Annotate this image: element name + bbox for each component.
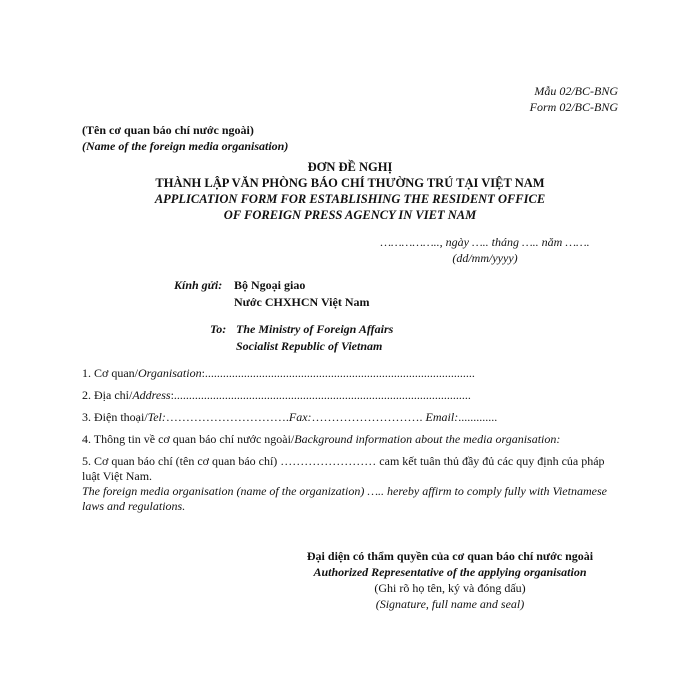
field-email-blank[interactable]: ............. (458, 410, 498, 424)
title-line-1: ĐƠN ĐỀ NGHỊ (307, 160, 393, 174)
field-tel-label: Tel: (147, 410, 166, 424)
signature-note-vn: (Ghi rõ họ tên, ký và đóng dấu) (374, 581, 526, 595)
title-line-4: OF FOREIGN PRESS AGENCY IN VIET NAM (223, 208, 477, 222)
field-tel-blank[interactable]: …………………………. (165, 410, 289, 424)
field-background-label-vn: 4. Thông tin về cơ quan báo chí nước ngoài/ (82, 432, 295, 446)
addressee-en-label: To: (210, 322, 227, 336)
organisation-placeholder-en: (Name of the foreign media organisation) (82, 139, 289, 153)
date-line-2: (dd/mm/yyyy) (452, 251, 518, 265)
date-line-1: …………….., ngày ….. tháng ….. năm ……. (380, 235, 590, 249)
signature-note-en: (Signature, full name and seal) (375, 597, 525, 611)
field-address-label-en: Address (132, 388, 171, 402)
field-email-label: Email: (422, 410, 459, 424)
organisation-placeholder-vn: (Tên cơ quan báo chí nước ngoài) (82, 123, 254, 137)
addressee-vn (174, 277, 370, 311)
date-line (320, 234, 650, 266)
field-organisation (82, 366, 622, 381)
signature-block (200, 548, 700, 612)
organisation-placeholder (82, 122, 288, 154)
field-commitment-vn: 5. Cơ quan báo chí (tên cơ quan báo chí) …………………… cam kết tuân thủ đầy đủ các quy định của pháp luật Việt Nam. (82, 454, 605, 483)
form-code-en: Form 02/BC-BNG (529, 100, 618, 114)
form-code-vn: Mẫu 02/BC-BNG (534, 84, 618, 98)
field-organisation-label-en: Organisation (138, 366, 202, 380)
field-background-label-en: Background information about the media organisation: (294, 432, 561, 446)
field-fax-label: Fax: (288, 410, 312, 424)
title-line-3: APPLICATION FORM FOR ESTABLISHING THE RESIDENT OFFICE (154, 192, 546, 206)
form-code (530, 83, 618, 115)
addressee-en (210, 321, 393, 355)
field-address-blank[interactable]: :................................................................................................... (170, 388, 471, 402)
field-address-label-vn: 2. Địa chỉ/ (82, 388, 133, 402)
field-phone (82, 410, 622, 425)
signature-title-vn: Đại diện có thẩm quyền của cơ quan báo chí nước ngoài (306, 549, 594, 563)
field-background (82, 432, 622, 447)
addressee-en-line-2: Socialist Republic of Vietnam (236, 339, 383, 353)
field-phone-label-vn: 3. Điện thoại/ (82, 410, 148, 424)
document-title (0, 159, 700, 223)
addressee-vn-line-1: Bộ Ngoại giao (234, 278, 306, 292)
field-commitment-en: The foreign media organisation (name of the organization) ….. hereby affirm to comply fully with Vietnamese laws and regulations. (82, 484, 607, 513)
field-commitment (82, 454, 622, 514)
addressee-vn-label: Kính gửi: (174, 278, 223, 292)
title-line-2: THÀNH LẬP VĂN PHÒNG BÁO CHÍ THƯỜNG TRÚ TẠI VIỆT NAM (155, 176, 545, 190)
signature-title-en: Authorized Representative of the applying organisation (313, 565, 587, 579)
field-organisation-label-vn: 1. Cơ quan/ (82, 366, 139, 380)
addressee-en-line-1: The Ministry of Foreign Affairs (236, 322, 394, 336)
field-organisation-blank[interactable]: :.......................................................................................... (201, 366, 475, 380)
addressee-vn-line-2: Nước CHXHCN Việt Nam (234, 295, 370, 309)
form-fields (82, 366, 622, 514)
field-address (82, 388, 622, 403)
field-fax-blank[interactable]: ………………………. (311, 410, 423, 424)
